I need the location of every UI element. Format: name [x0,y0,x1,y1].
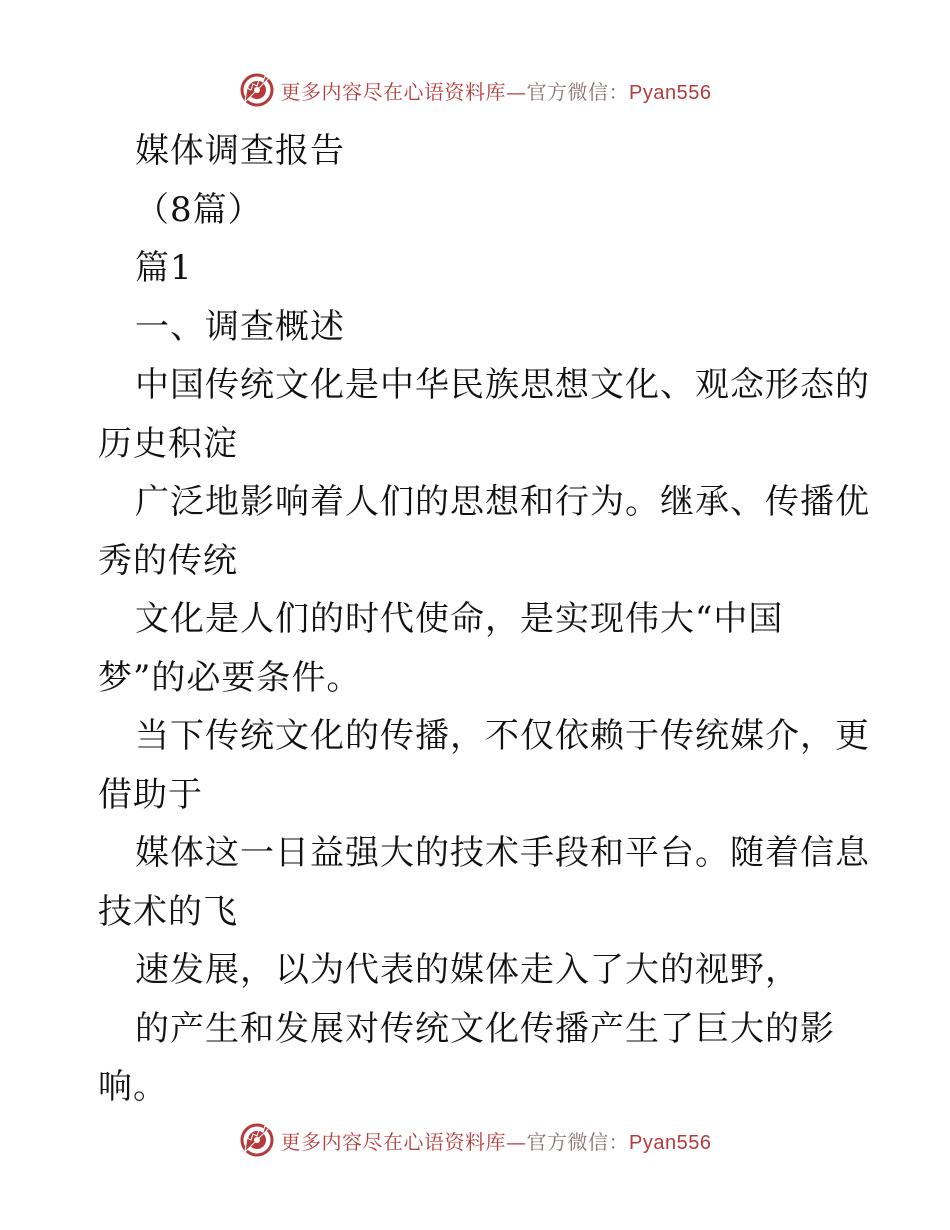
document-line: 中国传统文化是中华民族思想文化、观念形态的 [135,365,870,405]
document-line: 秀的传统 [98,540,238,581]
header-banner-inner [239,72,712,108]
document-line: 技术的飞 [98,891,238,932]
document-line: 一、调查概述 [135,306,345,347]
quill-logo-icon [239,1122,275,1158]
document-body [98,122,870,1117]
document-line: （8篇） [135,189,263,230]
document-line: 响。 [98,1067,168,1107]
header-banner [0,70,950,110]
footer-banner-inner [239,1122,712,1158]
footer-banner [0,1120,950,1160]
document-line: 媒体这一日益强大的技术手段和平台。随着信息 [135,833,870,873]
document-line: 的产生和发展对传统文化传播产生了巨大的影 [135,1008,835,1049]
document-line: 借助于 [98,774,203,815]
document-line: 文化是人们的时代使命，是实现伟大“中国 [135,599,784,639]
quill-logo-icon [239,72,275,108]
document-line: 历史积淀 [98,423,238,464]
footer-banner-text: 更多内容尽在心语资料库—官方微信：Pyan556 [280,1129,712,1154]
document-line: 当下传统文化的传播，不仅依赖于传统媒介，更 [135,716,870,756]
document-line: 速发展，以为代表的媒体走入了大的视野， [135,950,800,990]
document-line: 广泛地影响着人们的思想和行为。继承、传播优 [135,482,870,522]
header-banner-text: 更多内容尽在心语资料库—官方微信：Pyan556 [280,79,712,104]
document-line: 篇1 [135,248,193,288]
document-line: 梦”的必要条件。 [98,657,362,698]
document-line: 媒体调查报告 [135,131,345,171]
